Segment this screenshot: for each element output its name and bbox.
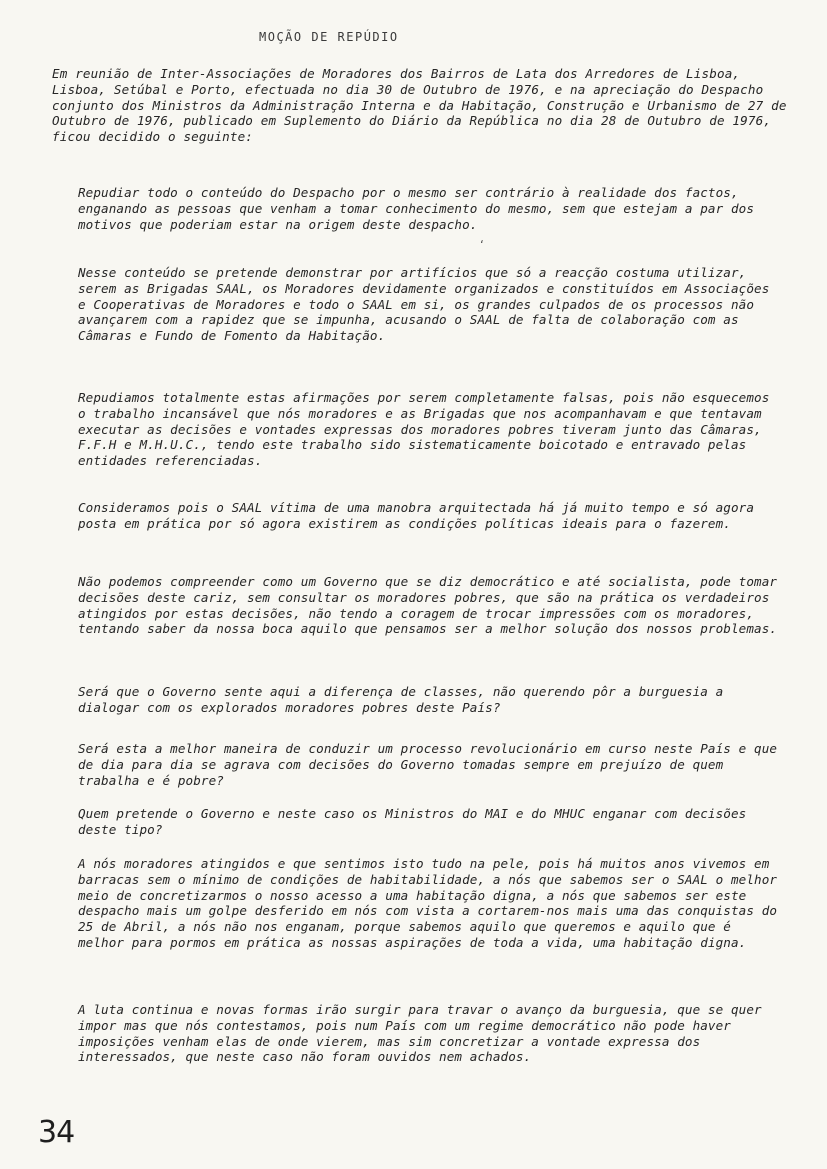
paragraph-2: Nesse conteúdo se pretende demonstrar por artifícios que só a reacção costuma utilizar, serem as Brigadas SAAL, os Moradores devidamente organizados e constituídos em Associações e Cooperativas de Moradores e todo o SAAL em si, os grandes culpados de os processos não avançarem com a rapidez que se impunha, acusando o SAAL de falta de colaboração com as Câmaras e Fundo de Fomento da Habitação. [78, 265, 770, 344]
intro-paragraph: Em reunião de Inter-Associações de Moradores dos Bairros de Lata dos Arredores de Lisboa, Lisboa, Setúbal e Porto, efectuada no dia 30 de Outubro de 1976, e na apreciação do Despacho conjunto dos Ministros da Administração Interna e da Habitação, Construção e Urbanismo de 27 de Outubro de 1976, publicado em Suplemento do Diário da República no dia 28 de Outubro de 1976, ficou decidido o seguinte: [52, 66, 787, 145]
paragraph-6: Será que o Governo sente aqui a diferença de classes, não querendo pôr a burguesia a dialogar com os explorados moradores pobres deste País? [78, 684, 724, 715]
paragraph-10: A luta continua e novas formas irão surgir para travar o avanço da burguesia, que se quer impor mas que nós contestamos, pois num País com um regime democrático não pode haver imposições venham elas de onde vierem, mas sim concretizar a vontade expressa dos interessados, que neste caso não foram ouvidos nem achados. [78, 1002, 762, 1065]
paragraph-3: Repudiamos totalmente estas afirmações por serem completamente falsas, pois não esquecemos o trabalho incansável que nós moradores e as Brigadas que nos acompanhavam e que tentavam executar as decisões e vontades expressas dos moradores pobres tiveram junto das Câmaras, F.F.H e M.H.U.C., tendo este trabalho sido sistematicamente boicotado e entravado pelas entidades referenciadas. [78, 390, 770, 469]
document-title: MOÇÃO DE REPÚDIO [259, 30, 399, 44]
page-number: 34 [38, 1115, 75, 1150]
paragraph-7: Será esta a melhor maneira de conduzir um processo revolucionário em curso neste País e que de dia para dia se agrava com decisões do Governo tomadas sempre em prejuízo de quem trabalha e é pobre? [78, 741, 778, 788]
paragraph-8: Quem pretende o Governo e neste caso os Ministros do MAI e do MHUC enganar com decisões deste tipo? [78, 806, 747, 837]
paragraph-9: A nós moradores atingidos e que sentimos isto tudo na pele, pois há muitos anos vivemos em barracas sem o mínimo de condições de habitabilidade, a nós que sabemos ser o SAAL o melhor meio de concretizarmos o nosso acesso a uma habitação digna, a nós que sabemos ser este despacho mais um golpe desferido em nós com vista a cortarem-nos mais uma das conquistas do 25 de Abril, a nós não nos enganam, porque sabemos aquilo que queremos e aquilo que é melhor para pormos em prática as nossas aspirações de toda a vida, uma habitação digna. [78, 856, 778, 950]
paragraph-5: Não podemos compreender como um Governo que se diz democrático e até socialista, pode tomar decisões deste cariz, sem consultar os moradores pobres, que são na prática os verdadeiros atingidos por estas decisões, não tendo a coragem de trocar impressões com os moradores, tentando saber da nossa boca aquilo que pensamos ser a melhor solução dos nossos problemas. [78, 574, 778, 637]
paragraph-4: Consideramos pois o SAAL vítima de uma manobra arquitectada há já muito tempo e só agora posta em prática por só agora existirem as condições políticas ideais para o fazerem. [78, 500, 755, 531]
paragraph-1: Repudiar todo o conteúdo do Despacho por o mesmo ser contrário à realidade dos factos, enganando as pessoas que venham a tomar conhecimento do mesmo, sem que estejam a par dos motivos que poderiam estar na origem deste despacho. [78, 185, 755, 232]
stray-ink-mark: ʻ [480, 238, 484, 252]
